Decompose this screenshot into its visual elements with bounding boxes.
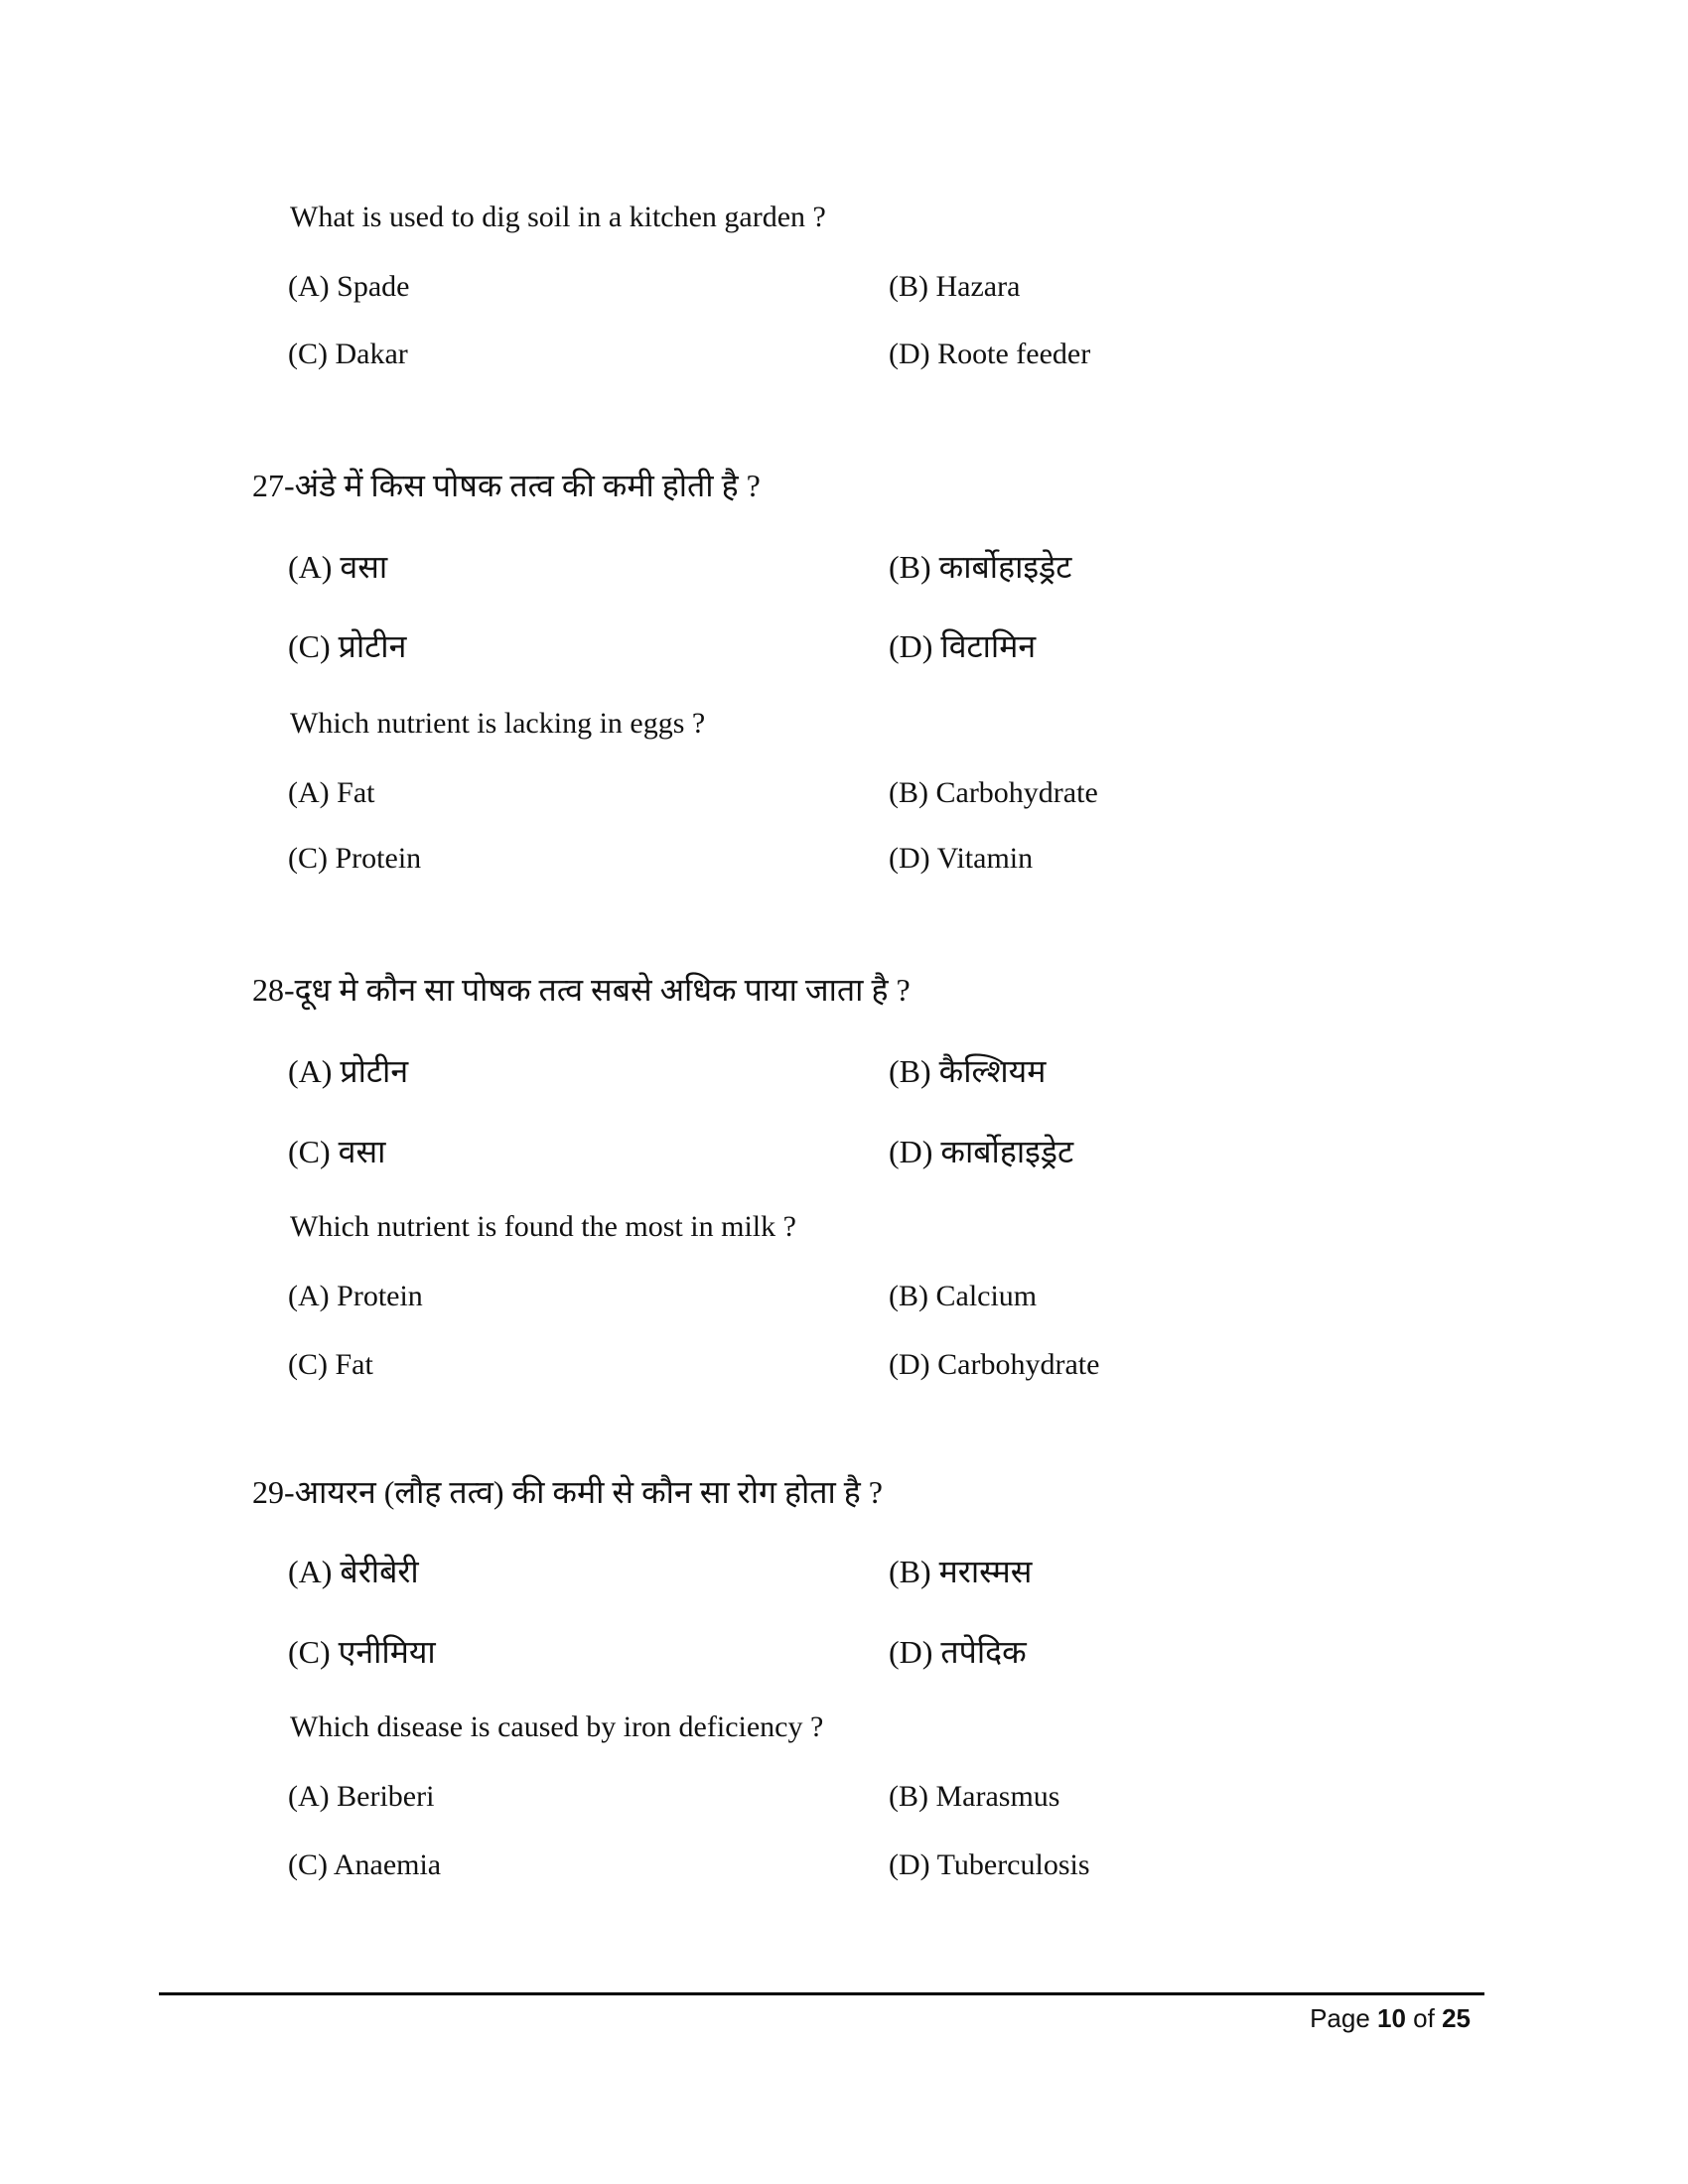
answer-option: (B) कैल्शियम (889, 1053, 1047, 1089)
answer-option: (D) Roote feeder (889, 338, 1091, 370)
answer-option: (B) Hazara (889, 270, 1021, 303)
answer-option: (C) प्रोटीन (288, 628, 407, 664)
question-text: 27-अंडे में किस पोषक तत्व की कमी होती है ? (252, 468, 761, 503)
question-text: Which nutrient is lacking in eggs ? (290, 707, 706, 740)
answer-option: (C) वसा (288, 1134, 386, 1169)
answer-option: (C) Anaemia (288, 1848, 442, 1881)
answer-option: (B) Marasmus (889, 1780, 1060, 1813)
question-text: 28-दूध मे कौन सा पोषक तत्व सबसे अधिक पाया जाता है ? (252, 972, 911, 1008)
answer-option: (C) Fat (288, 1348, 373, 1381)
answer-option: (B) मरास्मस (889, 1554, 1033, 1589)
answer-option: (A) Fat (288, 776, 375, 809)
answer-option: (A) प्रोटीन (288, 1053, 409, 1089)
answer-option: (B) Calcium (889, 1280, 1038, 1312)
answer-option: (A) Beriberi (288, 1780, 435, 1813)
answer-option: (B) कार्बोहाइड्रेट (889, 549, 1072, 585)
answer-option: (D) Carbohydrate (889, 1348, 1100, 1381)
answer-option: (D) तपेदिक (889, 1634, 1027, 1670)
footer-divider (159, 1992, 1484, 1995)
question-text: What is used to dig soil in a kitchen garden ? (290, 201, 826, 233)
answer-option: (D) विटामिन (889, 628, 1037, 664)
answer-option: (B) Carbohydrate (889, 776, 1098, 809)
answer-option: (C) Protein (288, 842, 422, 875)
question-text: Which disease is caused by iron deficiency ? (290, 1710, 824, 1743)
page-number: Page 10 of 25 (1310, 2003, 1471, 2033)
answer-option: (C) Dakar (288, 338, 408, 370)
answer-option: (A) Protein (288, 1280, 423, 1312)
question-text: 29-आयरन (लौह तत्व) की कमी से कौन सा रोग होता है ? (252, 1474, 884, 1510)
answer-option: (D) कार्बोहाइड्रेट (889, 1134, 1074, 1169)
answer-option: (A) वसा (288, 549, 388, 585)
answer-option: (D) Vitamin (889, 842, 1034, 875)
answer-option: (D) Tuberculosis (889, 1848, 1090, 1881)
question-text: Which nutrient is found the most in milk ? (290, 1210, 796, 1243)
answer-option: (A) Spade (288, 270, 410, 303)
answer-option: (C) एनीमिया (288, 1634, 436, 1670)
answer-option: (A) बेरीबेरी (288, 1554, 419, 1589)
